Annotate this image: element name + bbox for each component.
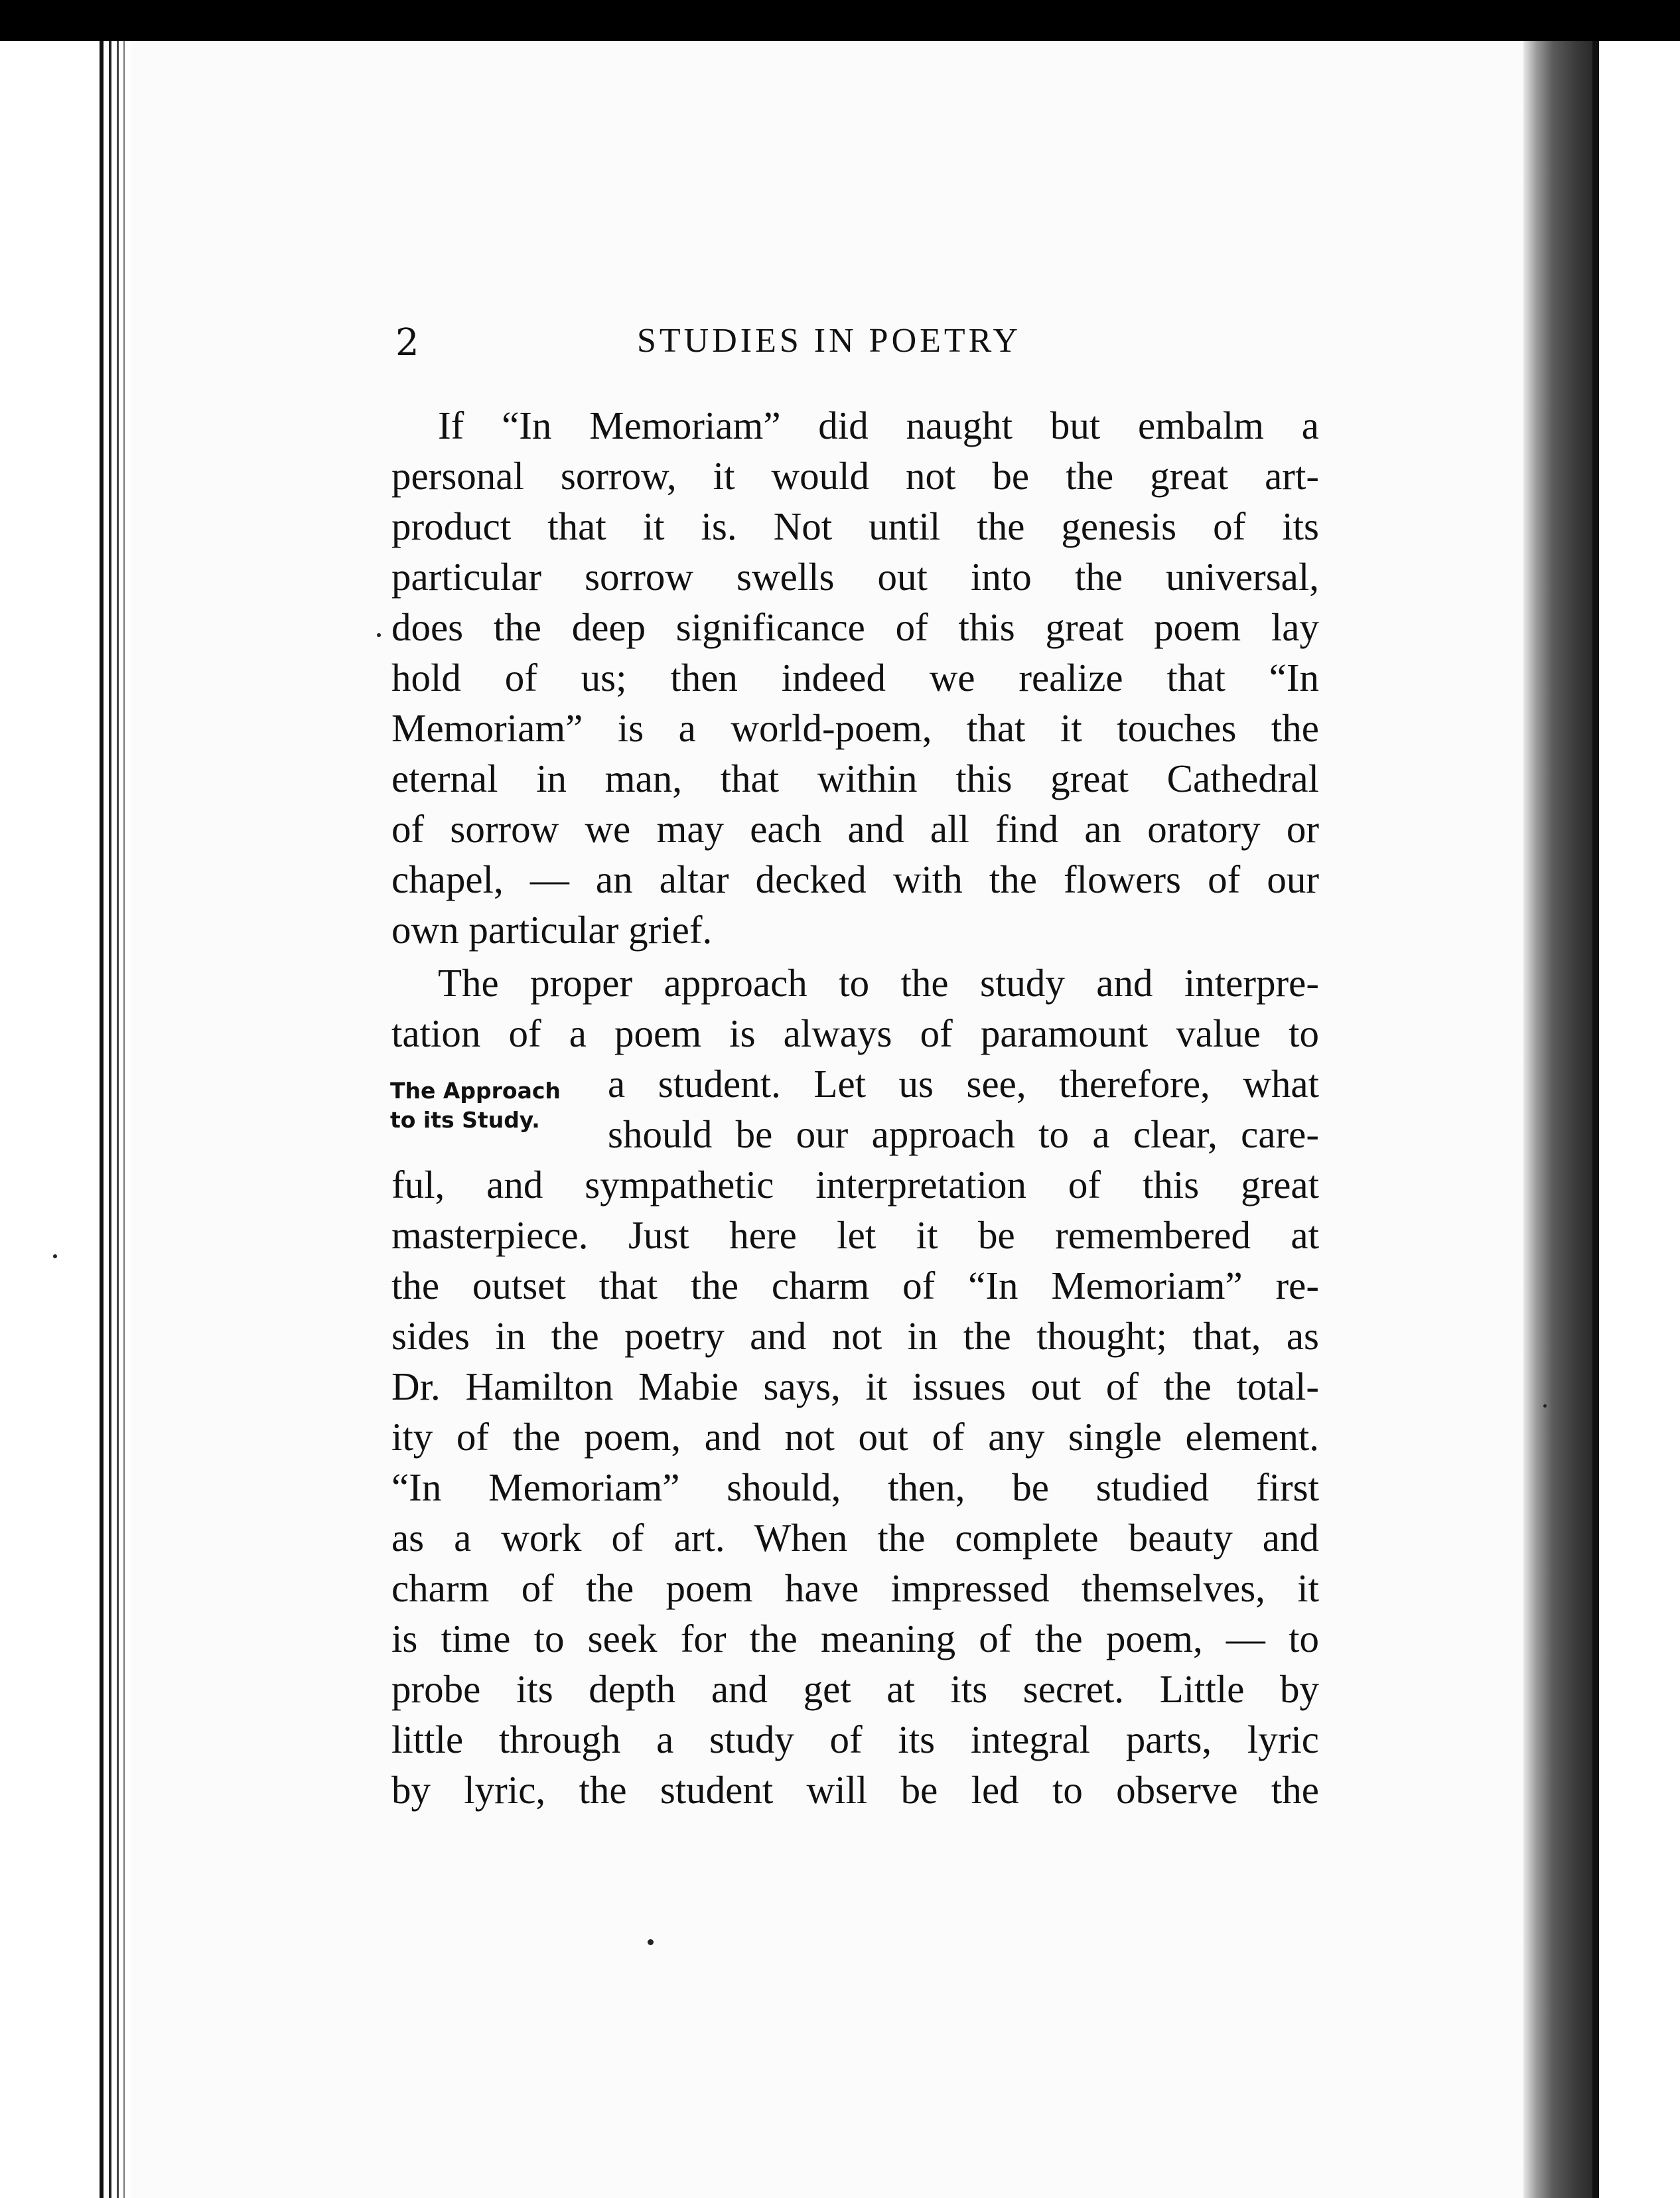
text-line: The proper approach to the study and interpre- — [438, 961, 1319, 1005]
text-line: does the deep significance of this great poem lay — [391, 605, 1319, 649]
page-number: 2 — [395, 321, 419, 364]
text-line: the outset that the charm of “In Memoriam” re- — [391, 1264, 1319, 1307]
text-line: a student. Let us see, therefore, what — [608, 1062, 1319, 1106]
sidenote-line: to its Study. — [390, 1107, 540, 1133]
text-line: tation of a poem is always of paramount value to — [391, 1011, 1319, 1055]
scan-margin-left — [0, 0, 93, 2198]
text-line: chapel, — an altar decked with the flowers of our — [391, 857, 1319, 901]
text-line: If “In Memoriam” did naught but embalm a — [438, 403, 1319, 447]
text-line: ity of the poem, and not out of any single element. — [391, 1415, 1319, 1459]
book-binding-edge — [100, 41, 131, 2198]
text-line: ful, and sympathetic interpretation of this great — [391, 1163, 1319, 1207]
text-line: by lyric, the student will be led to observe the — [391, 1768, 1319, 1812]
text-line: Dr. Hamilton Mabie says, it issues out of the total- — [391, 1364, 1319, 1408]
text-line: Memoriam” is a world-poem, that it touches the — [391, 706, 1319, 750]
text-line: product that it is. Not until the genesis of its — [391, 504, 1319, 548]
text-line: eternal in man, that within this great Cathedral — [391, 757, 1319, 800]
text-line: personal sorrow, it would not be the great art- — [391, 454, 1319, 498]
sidenote-line: The Approach — [390, 1078, 561, 1104]
text-line: sides in the poetry and not in the thought; that, as — [391, 1314, 1319, 1358]
text-line: as a work of art. When the complete beauty and — [391, 1516, 1319, 1560]
text-line: “In Memoriam” should, then, be studied first — [391, 1465, 1319, 1509]
text-line: charm of the poem have impressed themselves, it — [391, 1566, 1319, 1610]
text-line: is time to seek for the meaning of the poem, — to — [391, 1617, 1319, 1660]
scan-margin-right — [1592, 41, 1680, 2198]
running-title: STUDIES IN POETRY — [637, 322, 1022, 360]
text-line: should be our approach to a clear, care- — [608, 1112, 1319, 1156]
text-line: little through a study of its integral parts, lyric — [391, 1718, 1319, 1761]
text-line: particular sorrow swells out into the universal, — [391, 555, 1319, 599]
scan-speck — [53, 1254, 57, 1258]
text-line: own particular grief. — [391, 908, 713, 952]
text-line: probe its depth and get at its secret. Little by — [391, 1667, 1319, 1711]
text-line: of sorrow we may each and all find an oratory or — [391, 807, 1319, 851]
page-gutter-shadow — [1523, 41, 1592, 2198]
text-line: hold of us; then indeed we realize that “In — [391, 656, 1319, 699]
scan-speck — [1543, 1404, 1547, 1408]
text-line: masterpiece. Just here let it be remembered at — [391, 1213, 1319, 1257]
scan-margin-top — [0, 0, 1680, 41]
scan-speck — [648, 1939, 654, 1945]
scan-speck — [377, 633, 381, 637]
